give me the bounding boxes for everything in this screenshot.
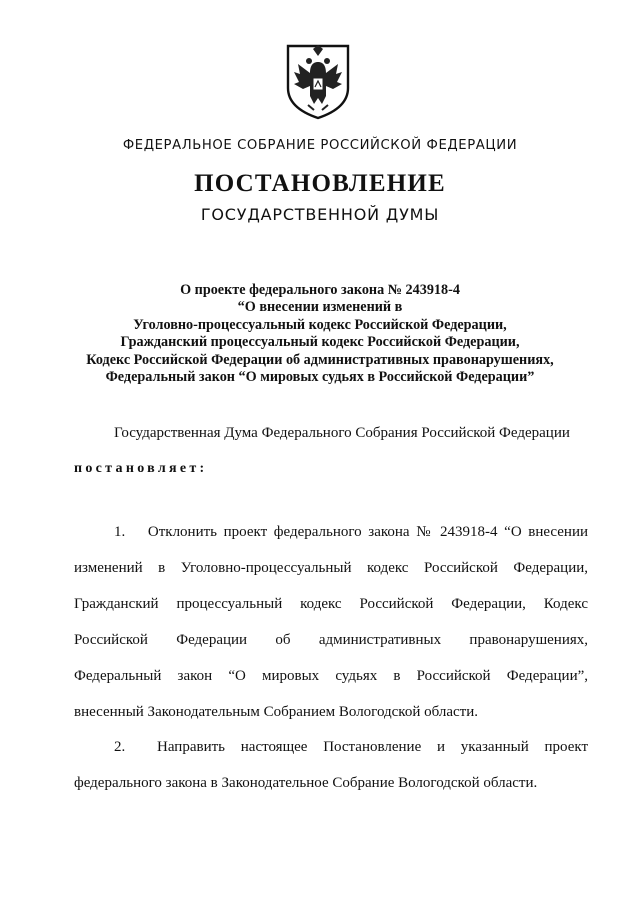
coat-of-arms-emblem [284, 40, 352, 120]
item1-line: внесенный Законодательным Собранием Вологодской области. [74, 704, 479, 720]
item1-line: Гражданский процессуальный кодекс Российской Федерации, Кодекс [74, 596, 588, 612]
document-subject [0, 282, 640, 386]
preamble: Государственная Дума Федерального Собрания Российской Федерации [114, 425, 570, 441]
item1-line: 1. Отклонить проект федерального закона № 243918-4 “О внесении [114, 524, 589, 540]
decree-word: постановляет: [74, 461, 208, 476]
subject-line: “О внесении изменений в [237, 299, 403, 316]
item2-line: 2. Направить настоящее Постановление и указанный проект [114, 739, 588, 755]
item1-line: Федеральный закон “О мировых судьях в Российской Федерации”, [74, 668, 588, 684]
item1-number: 1. [114, 524, 126, 540]
document-type: ПОСТАНОВЛЕНИЕ [194, 170, 446, 197]
item1-line: изменений в Уголовно-процессуальный кодекс Российской Федерации, [74, 560, 588, 576]
item2-number: 2. [114, 739, 126, 755]
subject-line: Гражданский процессуальный кодекс Российской Федерации, [120, 334, 520, 351]
subject-line: Кодекс Российской Федерации об административных правонарушениях, [86, 351, 554, 368]
document-issuer: ГОСУДАРСТВЕННОЙ ДУМЫ [200, 205, 440, 224]
assembly-name: ФЕДЕРАЛЬНОЕ СОБРАНИЕ РОССИЙСКОЙ ФЕДЕРАЦИИ [122, 138, 518, 153]
subject-line: Федеральный закон “О мировых судьях в Российской Федерации” [105, 369, 535, 386]
item1-line: Российской Федерации об административных правонарушениях, [74, 632, 588, 648]
subject-line: О проекте федерального закона № 243918-4 [180, 282, 460, 298]
subject-line: Уголовно-процессуальный кодекс Российской Федерации, [133, 316, 507, 333]
item2-line: федерального закона в Законодательное Собрание Вологодской области. [74, 775, 538, 791]
